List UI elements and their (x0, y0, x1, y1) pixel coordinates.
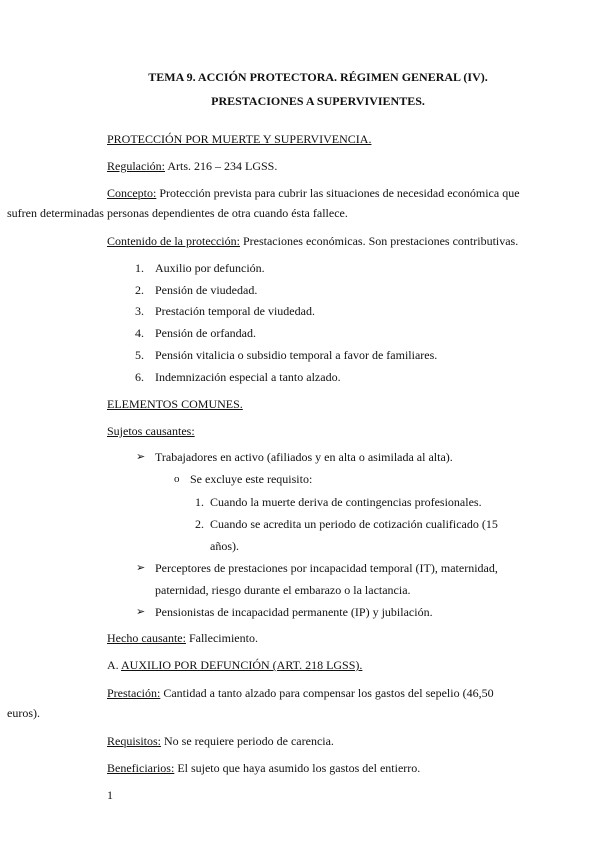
concepto-line-2: sufren determinadas personas dependientes de otra cuando ésta fallece. (7, 206, 348, 220)
list-item: Prestación temporal de viudedad. (155, 304, 315, 318)
list-number: 3. (135, 304, 144, 318)
sujetos-item-2: Perceptores de prestaciones por incapacidad temporal (IT), maternidad, (155, 561, 498, 575)
requisitos-text: No se requiere periodo de carencia. (161, 734, 334, 748)
section-heading-proteccion: PROTECCIÓN POR MUERTE Y SUPERVIVENCIA. (107, 132, 372, 146)
contenido-text: Prestaciones económicas. Son prestaciones contributivas. (239, 234, 519, 248)
list-item: Auxilio por defunción. (155, 261, 265, 275)
list-item: Indemnización especial a tanto alzado. (155, 370, 341, 384)
sub-list-number: 1. (195, 495, 204, 509)
contenido-label: Contenido de la protección: (107, 234, 240, 248)
hecho-paragraph (107, 627, 529, 649)
arrow-bullet-icon: ➢ (136, 451, 146, 463)
section-heading-elementos: ELEMENTOS COMUNES. (107, 397, 243, 411)
list-number: 4. (135, 326, 144, 340)
concepto-text-1: Protección prevista para cubrir las situaciones de necesidad económica que (156, 186, 520, 200)
list-item: Pensión de viudedad. (155, 283, 258, 297)
circle-bullet-icon: o (174, 473, 180, 485)
list-number: 5. (135, 348, 144, 362)
list-number: 1. (135, 261, 144, 275)
requisitos-paragraph (107, 730, 529, 752)
beneficiarios-label: Beneficiarios: (107, 761, 175, 775)
beneficiarios-text: El sujeto que haya asumido los gastos del entierro. (174, 761, 421, 775)
regulacion-paragraph (107, 155, 529, 177)
sub-list-number: 2. (195, 517, 204, 531)
concepto-line-1 (107, 182, 529, 204)
contenido-paragraph (107, 230, 529, 252)
requisitos-label: Requisitos: (107, 734, 162, 748)
sub-list-item-cont: años). (210, 539, 239, 553)
list-number: 6. (135, 370, 144, 384)
concepto-label: Concepto: (107, 186, 157, 200)
section-a-heading: AUXILIO POR DEFUNCIÓN (ART. 218 LGSS). (121, 658, 363, 672)
hecho-label: Hecho causante: (107, 631, 186, 645)
prestacion-line-2: euros). (7, 706, 40, 720)
list-number: 2. (135, 283, 144, 297)
arrow-bullet-icon: ➢ (136, 606, 146, 618)
page-number: 1 (107, 788, 113, 802)
prestacion-text-1: Cantidad a tanto alzado para compensar los gastos del sepelio (46,50 (160, 686, 494, 700)
title-line-2: PRESTACIONES A SUPERVIVIENTES. (211, 94, 425, 108)
section-heading-auxilio (107, 654, 529, 676)
section-prefix: A. (107, 658, 122, 672)
list-item: Pensión de orfandad. (155, 326, 256, 340)
sujetos-item-1: Trabajadores en activo (afiliados y en alta o asimilada al alta). (155, 450, 453, 464)
regulacion-label: Regulación: (107, 159, 165, 173)
sub-list-item: Cuando se acredita un periodo de cotización cualificado (15 (210, 517, 498, 531)
list-item: Pensión vitalicia o subsidio temporal a favor de familiares. (155, 348, 438, 362)
regulacion-text: Arts. 216 – 234 LGSS. (164, 159, 278, 173)
sujetos-item-2-cont: paternidad, riesgo durante el embarazo o la lactancia. (155, 583, 411, 597)
hecho-text: Fallecimiento. (185, 631, 258, 645)
sujetos-item-3: Pensionistas de incapacidad permanente (IP) y jubilación. (155, 605, 433, 619)
sujetos-sub-text: Se excluye este requisito: (190, 472, 313, 486)
beneficiarios-paragraph (107, 757, 529, 779)
sub-list-item: Cuando la muerte deriva de contingencias profesionales. (210, 495, 482, 509)
arrow-bullet-icon: ➢ (136, 562, 146, 574)
prestacion-label: Prestación: (107, 686, 161, 700)
prestacion-line-1 (107, 682, 529, 704)
sujetos-heading: Sujetos causantes: (107, 424, 195, 438)
title-line-1: TEMA 9. ACCIÓN PROTECTORA. RÉGIMEN GENERAL (IV). (148, 70, 488, 84)
